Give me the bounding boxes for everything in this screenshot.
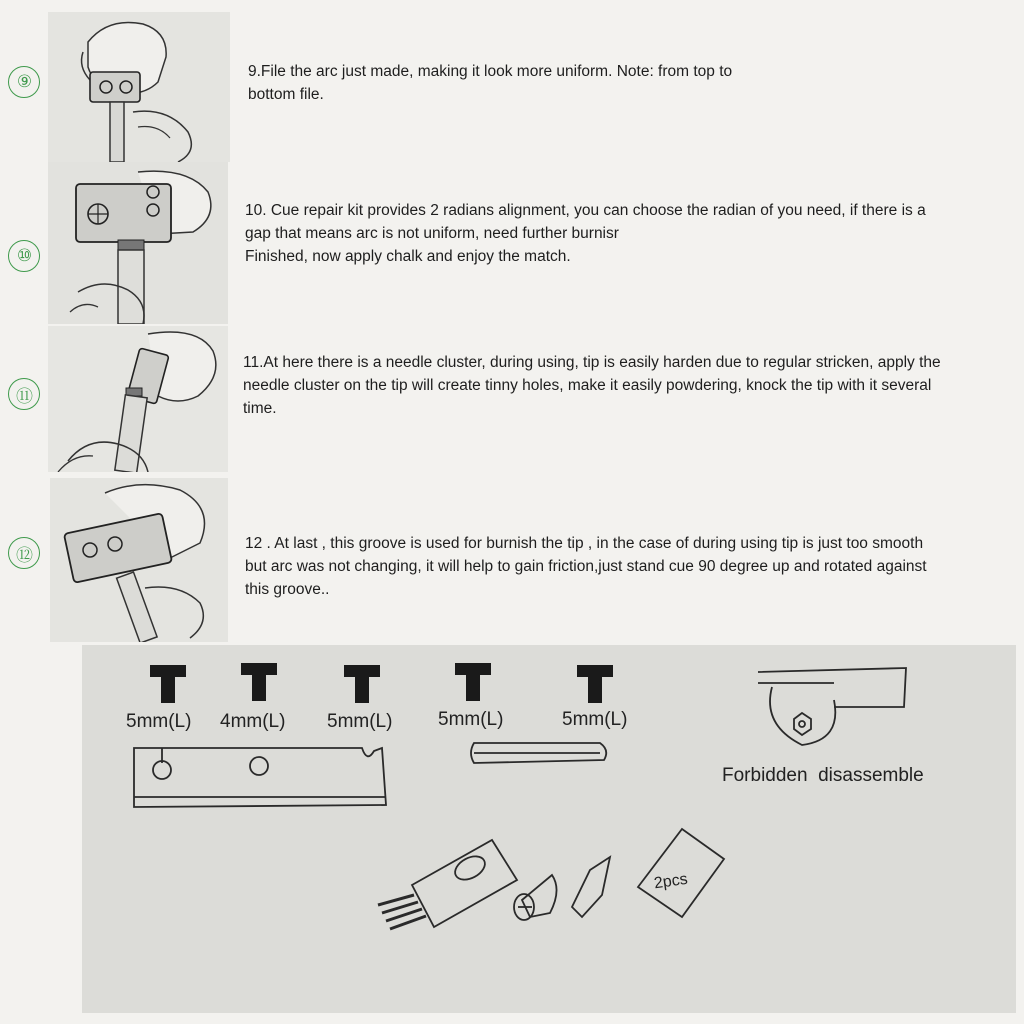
- groove-burnish-illustration: [50, 478, 228, 642]
- parts-diagram: [82, 645, 1016, 1013]
- step-12-photo: [50, 478, 228, 642]
- pack-2pcs-label: 2pcs: [652, 870, 689, 893]
- step-9-text: 9.File the arc just made, making it look more uniform. Note: from top to bottom file.: [248, 63, 733, 103]
- step-11-text: 11.At here there is a needle cluster, during using, tip is easily harden due to regular stricken, apply the needle cluster on the tip will create tinny holes, make it easily powdering, knock the tip with it several time.: [243, 354, 941, 417]
- step-10-text: 10. Cue repair kit provides 2 radians alignment, you can choose the radian of you need, if there is a gap that means arc is not uniform, need further burnisr Finished, now apply chalk and enjoy the match.: [245, 202, 926, 265]
- needle-cluster-illustration: [48, 326, 228, 472]
- blade-drawing: [471, 743, 606, 763]
- step-10-number: ⑩: [8, 240, 40, 272]
- needle-cluster-drawing: [378, 840, 517, 929]
- forbidden-disassemble-label: Forbidden disassemble: [722, 765, 924, 786]
- screw-label-3: 5mm(L): [327, 711, 393, 732]
- step-9-number: ⑨: [8, 66, 40, 98]
- screw-label-1: 5mm(L): [126, 711, 192, 732]
- step-9-photo: [48, 12, 230, 162]
- step-10-photo: [48, 162, 228, 324]
- screw-label-4: 5mm(L): [438, 709, 504, 730]
- step-12-text: 12 . At last , this groove is used for burnish the tip , in the case of during using tip is just too smooth but arc was not changing, it will help to gain friction,just stand cue 90 degree up and rotated against this groove..: [245, 535, 927, 598]
- step-12-number: ⑫: [8, 537, 40, 569]
- hand-filing-illustration: [48, 12, 230, 162]
- tip-shaper-drawing: [514, 875, 557, 920]
- screw-icon: [150, 663, 613, 703]
- screw-label-2: 4mm(L): [220, 711, 286, 732]
- parts-diagram-drawing: [82, 645, 1016, 1013]
- sealed-handle-drawing: [758, 668, 906, 745]
- screw-label-5: 5mm(L): [562, 709, 628, 730]
- sanding-piece-drawing: [572, 857, 610, 917]
- holder-plate-drawing: [134, 748, 386, 807]
- step-11-number: ⑪: [8, 378, 40, 410]
- alignment-tool-illustration: [48, 162, 228, 324]
- step-11-photo: [48, 326, 228, 472]
